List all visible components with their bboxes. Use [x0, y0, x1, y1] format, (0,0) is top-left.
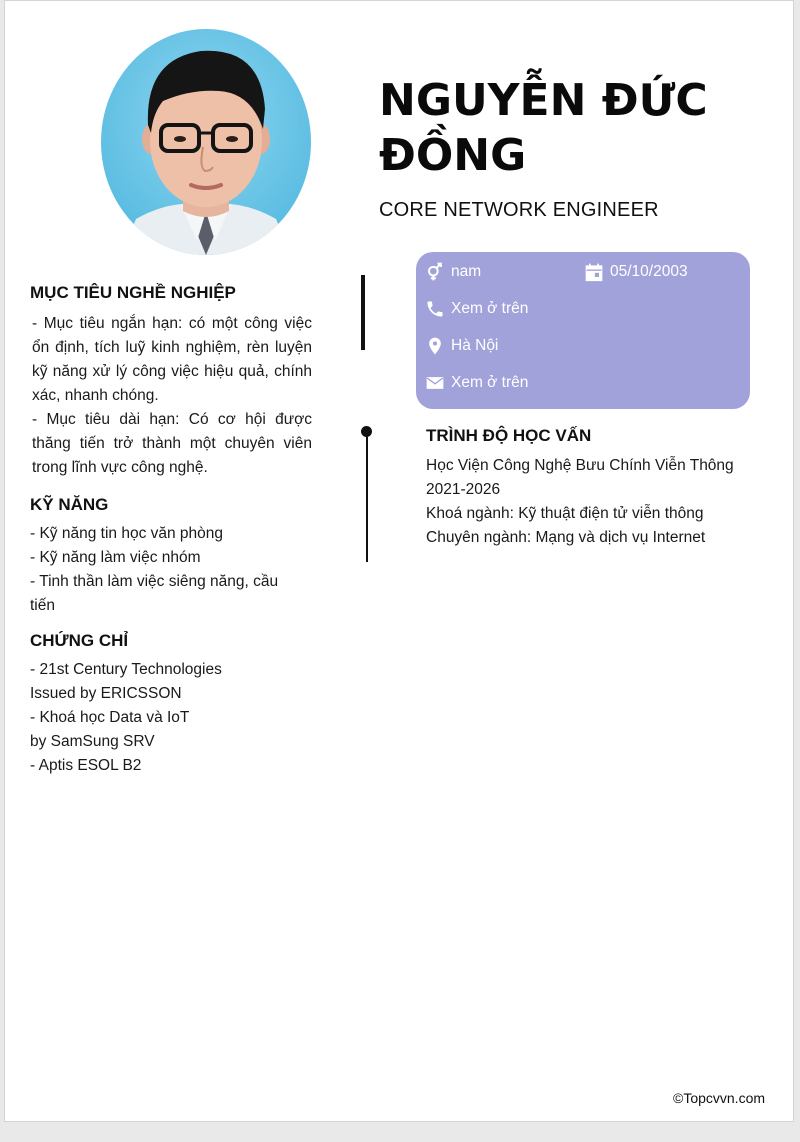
skill-line: - Kỹ năng tin học văn phòng [30, 525, 224, 542]
education-line: 2021-2026 [426, 481, 501, 498]
birthday-value: 05/10/2003 [610, 263, 688, 280]
email-item [425, 373, 528, 393]
job-title: CORE NETWORK ENGINEER [379, 199, 659, 221]
skills-text [30, 522, 300, 618]
objective-line: - Mục tiêu ngắn hạn: có một công việc ổn định, tích luỹ kinh nghiệm, rèn luyện kỹ năng xử lý công việc hiệu quả, chính xác, nhanh chóng. [32, 315, 312, 404]
education-line: Chuyên ngành: Mạng và dịch vụ Internet [426, 529, 706, 546]
phone-value: Xem ở trên [451, 300, 529, 317]
certificates-title: CHỨNG CHỈ [30, 631, 129, 650]
gender-item [425, 262, 481, 282]
address-value: Hà Nội [451, 337, 499, 354]
skill-line: - Tinh thần làm việc siêng năng, cầu tiến [30, 573, 279, 614]
education-line: Khoá ngành: Kỹ thuật điện tử viễn thông [426, 505, 704, 522]
timeline-bar [361, 275, 365, 350]
calendar-icon [584, 262, 604, 282]
certificate-line: - 21st Century Technologies [30, 661, 222, 678]
phone-icon [425, 299, 445, 319]
skills-title: KỸ NĂNG [30, 495, 109, 514]
gender-icon [425, 262, 445, 282]
certificate-line: - Aptis ESOL B2 [30, 757, 142, 774]
education-title: TRÌNH ĐỘ HỌC VẤN [426, 426, 592, 445]
copyright-footer: ©Topcvvn.com [673, 1090, 766, 1106]
cv-page [4, 0, 794, 1122]
education-text [426, 454, 766, 550]
profile-photo [101, 29, 311, 255]
profile-photo-image [101, 29, 311, 255]
certificate-line: Issued by ERICSSON [30, 685, 182, 702]
timeline-line [366, 435, 368, 562]
birthday-item [584, 262, 688, 282]
certificates-text [30, 658, 310, 778]
certificate-line: by SamSung SRV [30, 733, 155, 750]
contact-info-box [416, 252, 750, 409]
objective-title: MỤC TIÊU NGHỀ NGHIỆP [30, 283, 236, 302]
skill-line: - Kỹ năng làm việc nhóm [30, 549, 201, 566]
gender-value: nam [451, 263, 482, 280]
address-item [425, 336, 498, 356]
objective-line: - Mục tiêu dài hạn: Có cơ hội được thăng tiến trở thành một chuyên viên trong lĩnh vực công nghệ. [32, 411, 312, 476]
location-pin-icon [425, 336, 445, 356]
full-name: NGUYỄN ĐỨC ĐỒNG [379, 75, 708, 181]
education-line: Học Viện Công Nghệ Bưu Chính Viễn Thông [426, 457, 734, 474]
certificate-line: - Khoá học Data và IoT [30, 709, 190, 726]
email-value: Xem ở trên [451, 374, 529, 391]
objective-text [32, 312, 312, 480]
envelope-icon [425, 373, 445, 393]
phone-item [425, 299, 528, 319]
